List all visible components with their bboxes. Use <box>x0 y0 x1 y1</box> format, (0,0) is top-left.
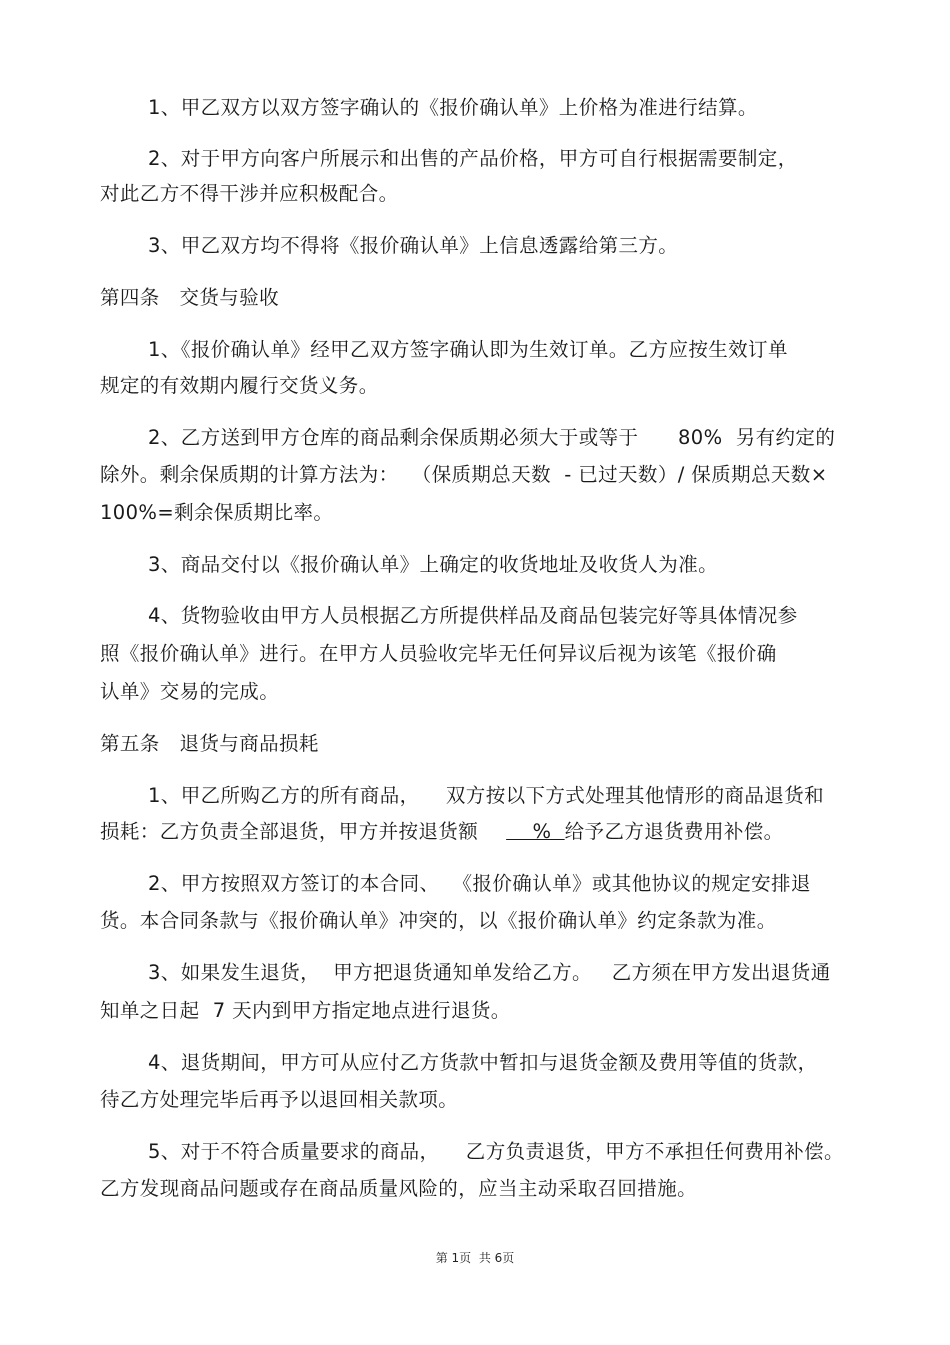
article-4-heading: 第四条 交货与验收 <box>100 286 279 309</box>
blank-percentage-field: % <box>506 820 565 843</box>
paragraph-3-2-line1: 2、对于甲方向客户所展示和出售的产品价格，甲方可自行根据需要制定， <box>148 147 798 170</box>
paragraph-5-4-line1: 4、退货期间，甲方可从应付乙方货款中暂扣与退货金额及费用等值的货款， <box>148 1051 818 1074</box>
paragraph-5-5-line2: 乙方发现商品问题或存在商品质量风险的，应当主动采取召回措施。 <box>100 1177 698 1200</box>
paragraph-5-5-line1: 5、对于不符合质量要求的商品， 乙方负责退货，甲方不承担任何费用补偿。 <box>148 1140 844 1163</box>
paragraph-4-2-line2: 除外。剩余保质期的计算方法为： （保质期总天数 - 已过天数）/ 保质期总天数× <box>100 463 828 486</box>
paragraph-5-3-line2: 知单之日起 7 天内到甲方指定地点进行退货。 <box>100 999 511 1022</box>
paragraph-4-4-line2: 照《报价确认单》进行。在甲方人员验收完毕无任何异议后视为该笔《报价确 <box>100 642 777 665</box>
paragraph-4-2-line1: 2、乙方送到甲方仓库的商品剩余保质期必须大于或等于 80% 另有约定的 <box>148 426 836 449</box>
paragraph-4-3: 3、商品交付以《报价确认单》上确定的收货地址及收货人为准。 <box>148 553 719 576</box>
paragraph-3-2-line2: 对此乙方不得干涉并应积极配合。 <box>100 182 399 205</box>
paragraph-5-2-line1: 2、甲方按照双方签订的本合同、 《报价确认单》或其他协议的规定安排退 <box>148 872 811 895</box>
paragraph-5-1-line1: 1、甲乙所购乙方的所有商品， 双方按以下方式处理其他情形的商品退货和 <box>148 784 825 807</box>
article-5-heading: 第五条 退货与商品损耗 <box>100 732 319 755</box>
page-number-footer: 第 1页 共 6页 <box>435 1251 515 1265</box>
paragraph-5-1-tail: 给予乙方退货费用补偿。 <box>564 820 784 843</box>
paragraph-3-3: 3、甲乙双方均不得将《报价确认单》上信息透露给第三方。 <box>148 234 679 257</box>
paragraph-4-4-line3: 认单》交易的完成。 <box>100 680 280 703</box>
paragraph-5-3-line1: 3、如果发生退货， 甲方把退货通知单发给乙方。 乙方须在甲方发出退货通 <box>148 961 831 984</box>
paragraph-5-4-line2: 待乙方处理完毕后再予以退回相关款项。 <box>100 1088 459 1111</box>
paragraph-4-2-line3: 100%=剩余保质期比率。 <box>100 501 334 524</box>
paragraph-3-1: 1、甲乙双方以双方签字确认的《报价确认单》上价格为准进行结算。 <box>148 96 758 119</box>
paragraph-5-1-text: 损耗：乙方负责全部退货，甲方并按退货额 <box>100 820 479 843</box>
paragraph-4-1-line2: 规定的有效期内履行交货义务。 <box>100 374 379 397</box>
paragraph-5-2-line2: 货。本合同条款与《报价确认单》冲突的，以《报价确认单》约定条款为准。 <box>100 909 777 932</box>
paragraph-4-1-line1: 1、《报价确认单》经甲乙双方签字确认即为生效订单。乙方应按生效订单 <box>148 338 788 361</box>
paragraph-5-1-line2 <box>100 819 784 845</box>
paragraph-4-4-line1: 4、货物验收由甲方人员根据乙方所提供样品及商品包装完好等具体情况参 <box>148 604 798 627</box>
